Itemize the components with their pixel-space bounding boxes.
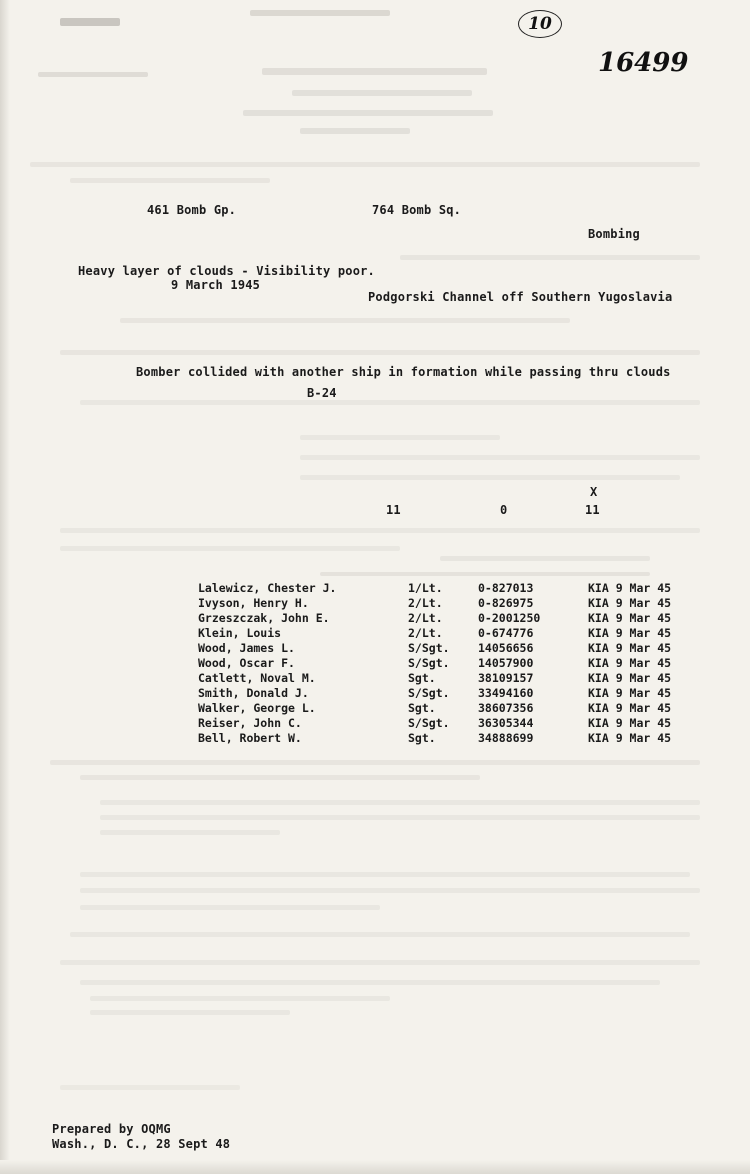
crew-serial: 0-826975 [478,595,534,610]
loss-date: 9 March 1945 [171,278,261,292]
form-row-line [100,830,280,835]
header-smudge [250,10,390,16]
crew-status: KIA 9 Mar 45 [588,655,672,670]
form-row-line [100,800,700,805]
form-row-line [300,435,500,440]
form-row-line [120,318,570,323]
total-count: 11 [585,503,600,517]
scan-edge-left [0,0,10,1174]
crew-name: Klein, Louis [198,625,282,640]
form-row-line [80,905,380,910]
crew-name: Reiser, John C. [198,715,302,730]
form-row-line [90,996,390,1001]
table-row [198,700,698,715]
form-row-line [300,475,680,480]
crew-rank: 2/Lt. [408,595,443,610]
crew-status: KIA 9 Mar 45 [588,580,672,595]
crew-status: KIA 9 Mar 45 [588,670,672,685]
form-row-line [60,960,700,965]
mission-type: Bombing [588,227,640,241]
report-number: 16499 [598,48,689,78]
crew-rank: Sgt. [408,700,436,715]
aircraft-type: B-24 [307,386,337,400]
form-row-line [80,888,700,893]
form-row-line [80,775,480,780]
crew-status: KIA 9 Mar 45 [588,700,672,715]
form-row-line [100,815,700,820]
crew-name: Bell, Robert W. [198,730,302,745]
passenger-count: 0 [500,503,508,517]
crew-serial: 38109157 [478,670,534,685]
crew-table-header-line [440,556,650,561]
crew-table-header-line [320,572,650,576]
form-title-line [292,90,472,96]
crew-serial: 0-674776 [478,625,534,640]
form-row-line [30,162,700,167]
crew-rank: S/Sgt. [408,640,450,655]
crew-name: Grzeszczak, John E. [198,610,330,625]
crew-status: KIA 9 Mar 45 [588,640,672,655]
crew-serial: 38607356 [478,700,534,715]
crew-name: Catlett, Noval M. [198,670,316,685]
crew-count: 11 [386,503,401,517]
check-mark: X [590,485,598,499]
table-row [198,640,698,655]
form-title-line [300,128,410,134]
crew-rank: S/Sgt. [408,715,450,730]
crew-rank: 2/Lt. [408,625,443,640]
crew-status: KIA 9 Mar 45 [588,715,672,730]
table-row [198,730,698,745]
crew-name: Lalewicz, Chester J. [198,580,337,595]
form-row-line [400,255,700,260]
form-row-line [60,528,700,533]
form-row-line [60,546,400,551]
crew-rank: Sgt. [408,670,436,685]
prepared-by: Prepared by OQMG [52,1122,171,1136]
crew-serial: 34888699 [478,730,534,745]
table-row [198,580,698,595]
bomb-group: 461 Bomb Gp. [147,203,237,217]
table-row [198,685,698,700]
form-row-line [80,400,700,405]
crew-status: KIA 9 Mar 45 [588,625,672,640]
crew-table [198,580,698,745]
circumstances: Bomber collided with another ship in formation while passing thru clouds [136,365,671,379]
crew-serial: 14057900 [478,655,534,670]
prepared-place-date: Wash., D. C., 28 Sept 48 [52,1137,231,1151]
crew-name: Ivyson, Henry H. [198,595,309,610]
crew-status: KIA 9 Mar 45 [588,685,672,700]
scan-edge-bottom [0,1160,750,1174]
crew-name: Walker, George L. [198,700,316,715]
bomb-squadron: 764 Bomb Sq. [372,203,462,217]
crew-serial: 0-2001250 [478,610,541,625]
form-title-line [262,68,487,75]
table-row [198,715,698,730]
table-row [198,655,698,670]
crew-name: Smith, Donald J. [198,685,309,700]
crew-name: Wood, Oscar F. [198,655,295,670]
form-label-line [38,72,148,77]
weather-conditions: Heavy layer of clouds - Visibility poor. [78,264,375,278]
crew-rank: Sgt. [408,730,436,745]
form-row-line [90,1010,290,1015]
form-row-line [70,178,270,183]
crew-rank: 2/Lt. [408,610,443,625]
crew-name: Wood, James L. [198,640,295,655]
crew-rank: S/Sgt. [408,685,450,700]
crew-serial: 36305344 [478,715,534,730]
form-row-line [50,760,700,765]
table-row [198,610,698,625]
crew-serial: 14056656 [478,640,534,655]
circled-page-number: 10 [518,10,562,38]
form-title-line [243,110,493,116]
form-row-line [80,980,660,985]
form-row-line [60,350,700,355]
crew-rank: S/Sgt. [408,655,450,670]
form-row-line [80,872,690,877]
header-smudge [60,18,120,26]
crew-serial: 33494160 [478,685,534,700]
loss-location: Podgorski Channel off Southern Yugoslavia [368,290,673,304]
table-row [198,625,698,640]
crew-status: KIA 9 Mar 45 [588,610,672,625]
form-row-line [300,455,700,460]
form-row-line [70,932,690,937]
form-row-line [60,1085,240,1090]
crew-status: KIA 9 Mar 45 [588,595,672,610]
table-row [198,670,698,685]
crew-serial: 0-827013 [478,580,534,595]
crew-status: KIA 9 Mar 45 [588,730,672,745]
table-row [198,595,698,610]
crew-rank: 1/Lt. [408,580,443,595]
